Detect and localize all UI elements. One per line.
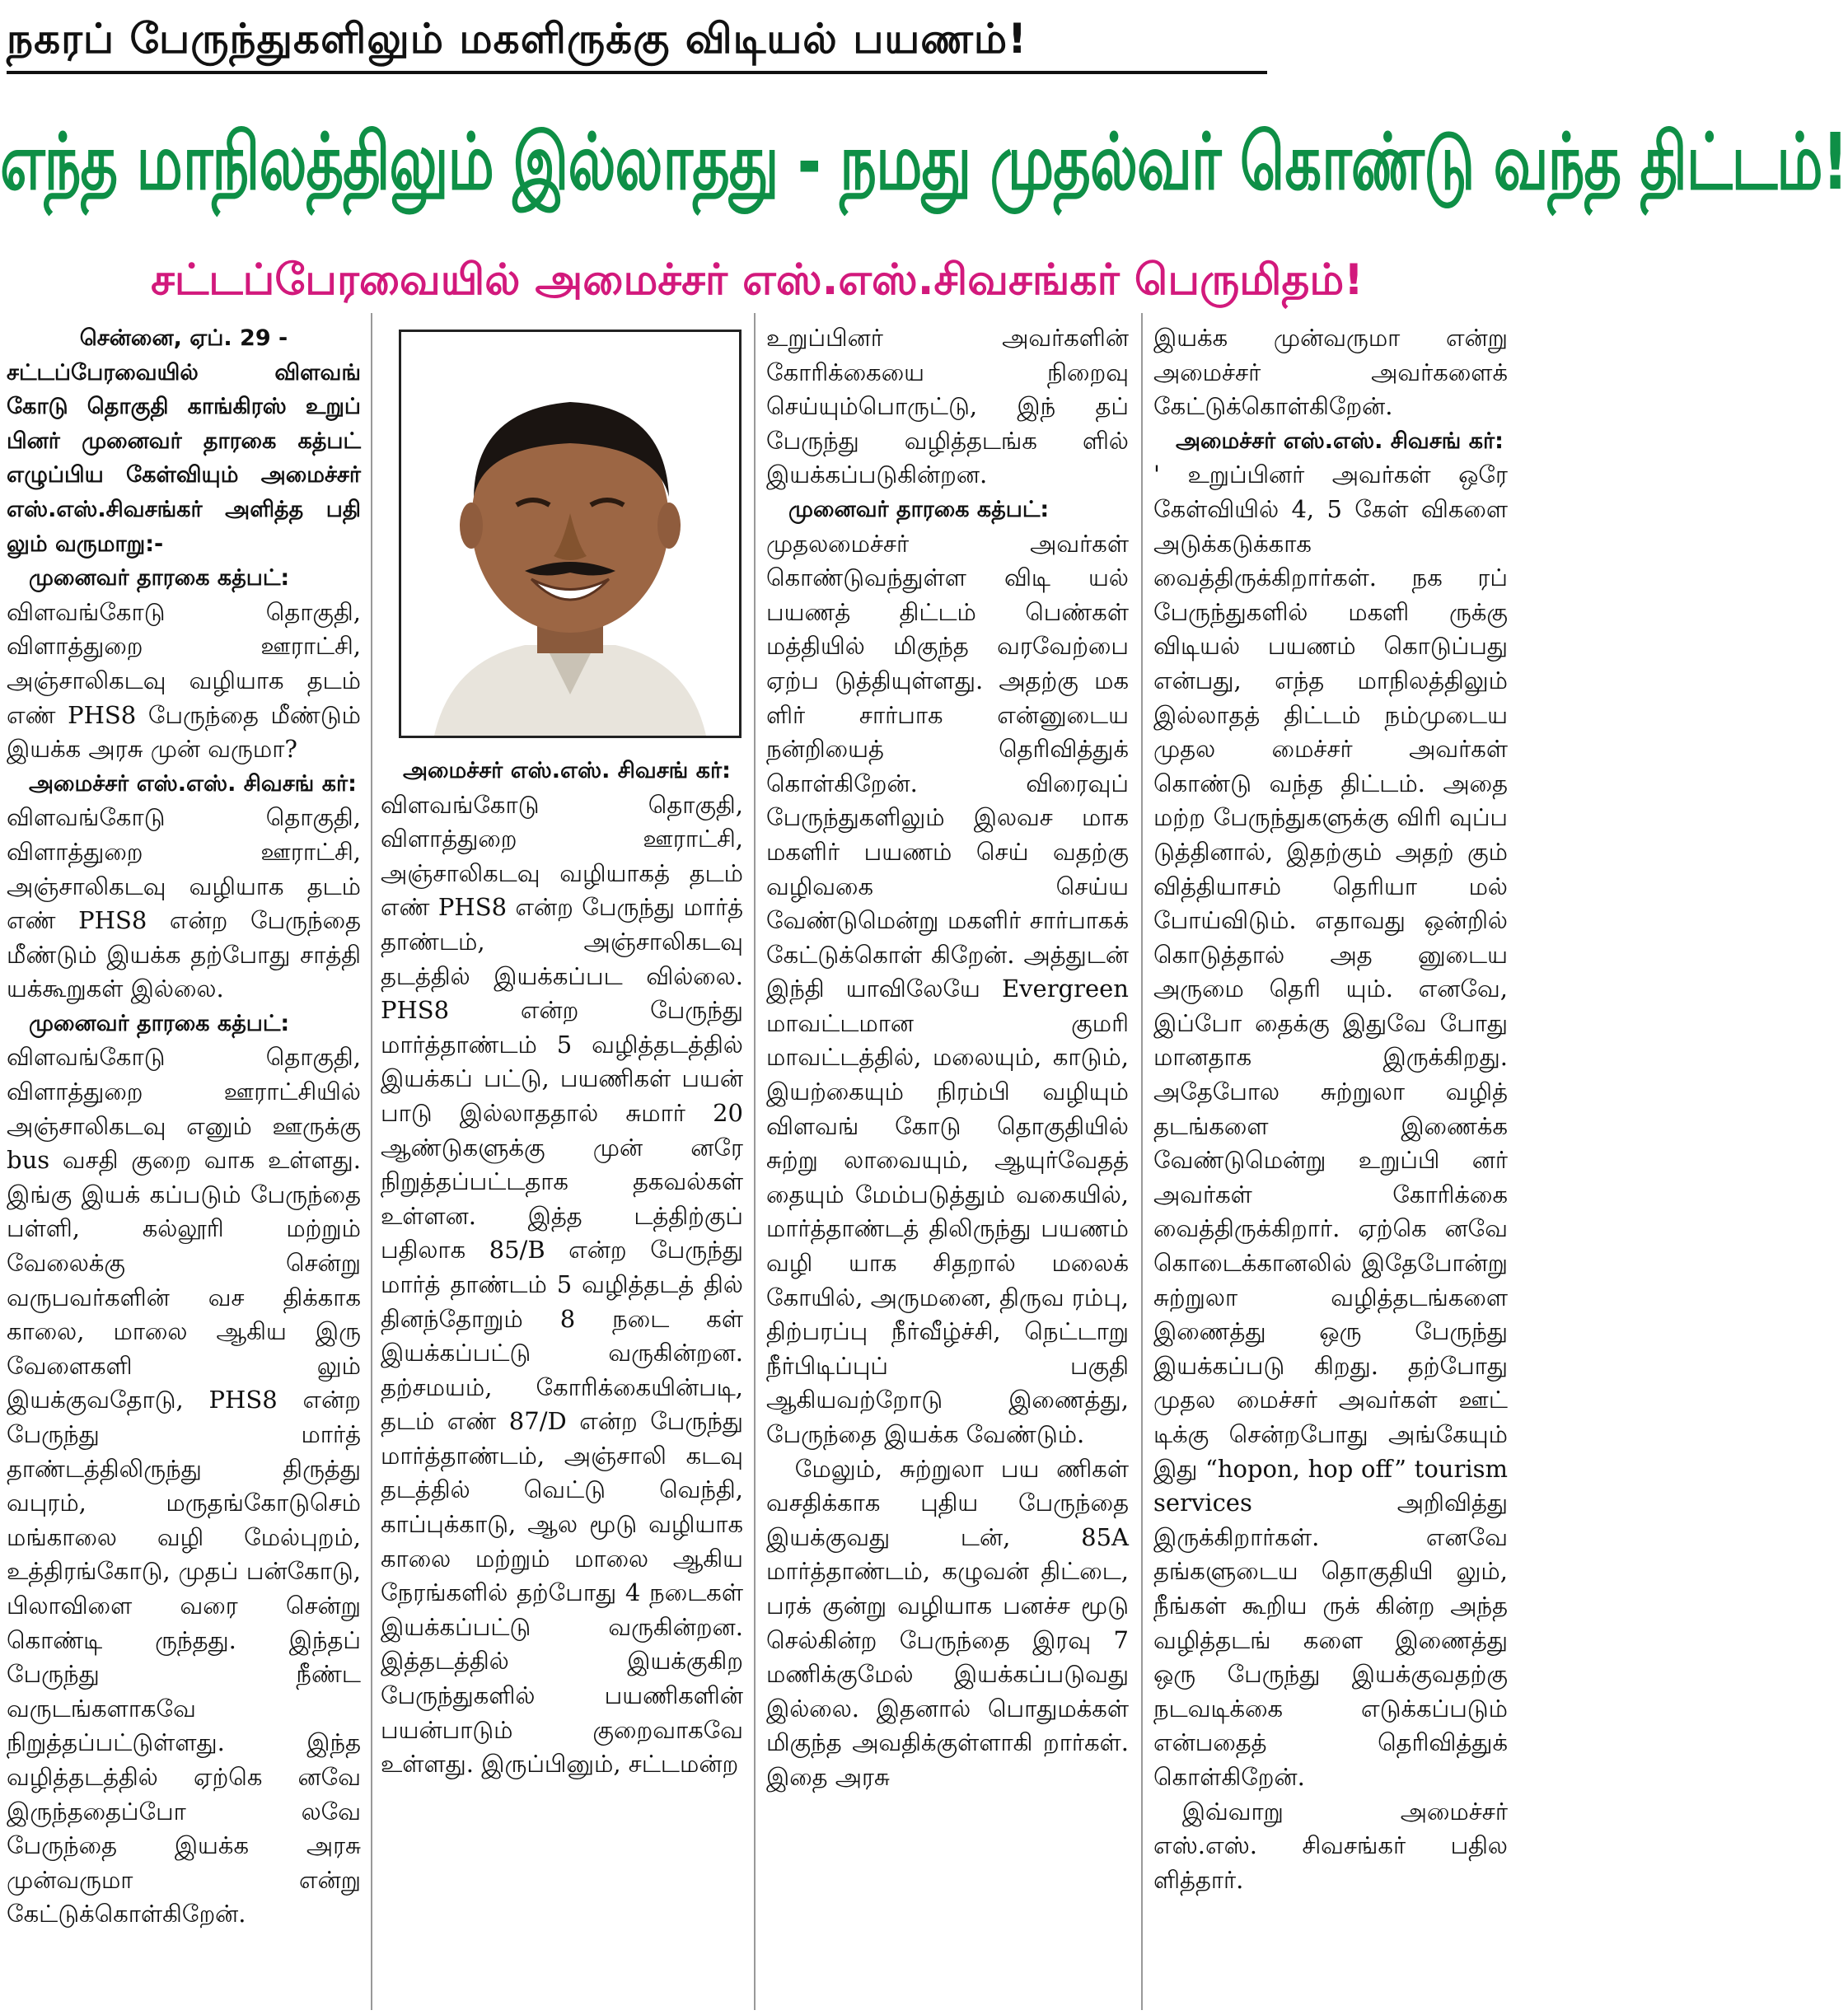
speaker-label: அமைச்சர் எஸ்.எஸ். சிவசங் கர்:	[403, 758, 731, 783]
article-column-3	[766, 321, 1129, 2010]
paragraph: மேலும், சுற்றுலா பய ணிகள் வசதிக்காக புதிய பேருந்தை இயக்குவது டன், 85A மார்த்தாண்டம், கழுவன் திட்டை, பரக் குன்று வழியாக பனச்ச மூடு செல்கின்ற பேருந்தை இரவு 7 மணிக்குமேல் இயக்கப்படுவது இல்லை. இதனால் பொதுமக்கள் மிகுந்த அவதிக்குள்ளாகி றார்கள். இதை அரசு	[766, 1454, 1129, 1791]
intro-paragraph: சட்டப்பேரவையில் விளவங் கோடு தொகுதி காங்கிரஸ் உறுப் பினர் முனைவர் தாரகை கத்பட் எழுப்பிய கேள்வியும் அமைச்சர் எஸ்.எஸ்.சிவசங்கர் அளித்த பதி லும் வருமாறு:-	[7, 359, 361, 557]
speaker-label: முனைவர் தாரகை கத்பட்:	[29, 565, 290, 591]
continued-text: இயக்க முன்வருமா என்று அமைச்சர் அவர்களைக் கேட்டுக்கொள்கிறேன்.	[1153, 324, 1508, 421]
speaker-label: முனைவர் தாரகை கத்பட்:	[29, 1010, 290, 1036]
question-text: முதலமைச்சர் அவர்கள் கொண்டுவந்துள்ள விடி யல் பயணத் திட்டம் பெண்கள் மத்தியில் மிகுந்த வரவேற்பை ஏற்ப டுத்தியுள்ளது. அதற்கு மக ளிர் சார்பாக என்னுடைய நன்றியைத் தெரிவித்துக் கொள்கிறேன். விரைவுப் பேருந்துகளிலும் இலவச மாக மகளிர் பயணம் செய் வதற்கு வழிவகை செய்ய வேண்டுமென்று மகளிர் சார்பாகக் கேட்டுக்கொள் கிறேன். அத்துடன் இந்தி யாவிலேயே Evergreen மாவட்டமான குமரி மாவட்டத்தில், மலையும், காடும், இயற்கையும் நிரம்பி வழியும் விளவங் கோடு தொகுதியில் சுற்று லாவையும், ஆயுர்வேதத் தையும் மேம்படுத்தும் வகையில், மார்த்தாண்டத் திலிருந்து பயணம் வழி யாக சிதறால் மலைக் கோயில், அருமனை, திருவ ரம்பு, திற்பரப்பு நீர்வீழ்ச்சி, நெட்டாறு நீர்பிடிப்புப் பகுதி ஆகியவற்றோடு இணைத்து, பேருந்தை இயக்க வேண்டும்.	[766, 529, 1129, 1448]
kicker-headline: நகரப் பேருந்துகளிலும் மகளிருக்கு விடியல் பயணம்!	[7, 7, 1267, 74]
dateline: சென்னை, ஏப். 29 -	[79, 325, 288, 351]
column-divider	[371, 313, 372, 2010]
answer-text: விளவங்கோடு தொகுதி, விளாத்துறை ஊராட்சி, அஞ்சாலிகடவு வழியாக தடம் எண் PHS8 என்ற பேருந்தை மீண்டும் இயக்க தற்போது சாத்தி யக்கூறுகள் இல்லை.	[7, 803, 361, 1003]
closing-paragraph: இவ்வாறு அமைச்சர் எஸ்.எஸ். சிவசங்கர் பதில ளித்தார்.	[1153, 1797, 1508, 1894]
sub-headline: சட்டப்பேரவையில் அமைச்சர் எஸ்.எஸ்.சிவசங்கர் பெருமிதம்!	[151, 255, 1364, 305]
answer-text: ' உறுப்பினர் அவர்கள் ஒரே கேள்வியில் 4, 5 கேள் விகளை அடுக்கடுக்காக வைத்திருக்கிறார்கள். நக ரப் பேருந்துகளில் மகளி ருக்கு விடியல் பயணம் கொடுப்பது என்பது, எந்த மாநிலத்திலும் இல்லாதத் திட்டம் நம்முடைய முதல மைச்சர் அவர்கள் கொண்டு வந்த திட்டம். அதை மற்ற பேருந்துகளுக்கு விரி வுப்ப டுத்தினால், இதற்கும் அதற் கும் வித்தியாசம் தெரியா மல் போய்விடும். எதாவது ஒன்றில் கொடுத்தால் அத னுடைய அருமை தெரி யும். எனவே, இப்போ தைக்கு இதுவே போது மானதாக இருக்கிறது. அதேபோல சுற்றுலா வழித் தடங்களை இணைக்க வேண்டுமென்று உறுப்பி னர் அவர்கள் கோரிக்கை வைத்திருக்கிறார். ஏற்கெ னவே கொடைக்கானலில் இதேபோன்று சுற்றுலா வழித்தடங்களை இணைத்து ஒரு பேருந்து இயக்கப்படு கிறது. தற்போது முதல மைச்சர் அவர்கள் ஊட் டிக்கு சென்றபோது அங்கேயும் இது “hopon, hop off” tourism services அறிவித்து இருக்கிறார்கள். எனவே தங்களுடைய தொகுதியி லும், நீங்கள் கூறிய ருக் கின்ற அந்த வழித்தடங் களை இணைத்து ஒரு பேருந்து இயக்குவதற்கு நடவடிக்கை எடுக்கப்படும் என்பதைத் தெரிவித்துக் கொள்கிறேன்.	[1153, 461, 1508, 1791]
article-column-1	[7, 321, 361, 2010]
question-text: விளவங்கோடு தொகுதி, விளாத்துறை ஊராட்சி, அஞ்சாலிகடவு வழியாக தடம் எண் PHS8 பேருந்தை மீண்டும் இயக்க அரசு முன் வருமா?	[7, 597, 361, 764]
question-text: விளவங்கோடு தொகுதி, விளாத்துறை ஊராட்சியில் அஞ்சாலிகடவு எனும் ஊருக்கு bus வசதி குறை வாக உள்ளது. இங்கு இயக் கப்படும் பேருந்தை பள்ளி, கல்லூரி மற்றும் வேலைக்கு சென்று வருபவர்களின் வச திக்காக காலை, மாலை ஆகிய இரு வேளைகளி லும் இயக்குவதோடு, PHS8 என்ற பேருந்து மார்த் தாண்டத்திலிருந்து திருத்து வபுரம், மருதங்கோடுசெம் மங்காலை வழி மேல்புறம், உத்திரங்கோடு, முதப் பன்கோடு, பிலாவிளை வரை சென்று கொண்டி ருந்தது. இந்தப் பேருந்து நீண்ட வருடங்களாகவே நிறுத்தப்பட்டுள்ளது. இந்த வழித்தடத்தில் ஏற்கெ னவே இருந்ததைப்போ லவே பேருந்தை இயக்க அரசு முன்வருமா என்று கேட்டுக்கொள்கிறேன்.	[7, 1043, 361, 1929]
speaker-label: முனைவர் தாரகை கத்பட்:	[788, 496, 1050, 522]
continued-text: உறுப்பினர் அவர்களின் கோரிக்கையை நிறைவு செய்யும்பொருட்டு, இந் தப் பேருந்து வழித்தடங்க ளில் இயக்கப்படுகின்றன.	[766, 324, 1129, 489]
article-column-4	[1153, 321, 1508, 2010]
column-divider	[754, 313, 756, 2010]
column-divider	[1141, 313, 1143, 2010]
minister-portrait-icon	[401, 332, 739, 736]
speaker-label: அமைச்சர் எஸ்.எஸ். சிவசங் கர்:	[29, 770, 357, 797]
minister-photo	[399, 330, 742, 738]
speaker-label: அமைச்சர் எஸ்.எஸ். சிவசங் கர்:	[1176, 428, 1504, 454]
answer-text: விளவங்கோடு தொகுதி, விளாத்துறை ஊராட்சி, அஞ்சாலிகடவு வழியாகத் தடம் எண் PHS8 என்ற பேருந்து மார்த் தாண்டம், அஞ்சாலிகடவு தடத்தில் இயக்கப்பட வில்லை. PHS8 என்ற பேருந்து மார்த்தாண்டம் 5 வழித்தடத்தில் இயக்கப் பட்டு, பயணிகள் பயன் பாடு இல்லாததால் சுமார் 20 ஆண்டுகளுக்கு முன் னரே நிறுத்தப்பட்டதாக தகவல்கள் உள்ளன. இத்த டத்திற்குப் பதிலாக 85/B என்ற பேருந்து மார்த் தாண்டம் 5 வழித்தடத் தில் தினந்தோறும் 8 நடை கள் இயக்கப்பட்டு வருகின்றன. தற்சமயம், கோரிக்கையின்படி, தடம் எண் 87/D என்ற பேருந்து மார்த்தாண்டம், அஞ்சாலி கடவு தடத்தில் வெட்டு வெந்தி, காப்புக்காடு, ஆல மூடு வழியாக காலை மற்றும் மாலை ஆகிய நேரங்களில் தற்போது 4 நடைகள் இயக்கப்பட்டு வருகின்றன. இத்தடத்தில் இயக்குகிற பேருந்துகளில் பயணிகளின் பயன்பாடும் குறைவாகவே உள்ளது. இருப்பினும், சட்டமன்ற	[381, 790, 743, 1779]
main-headline: எந்த மாநிலத்திலும் இல்லாதது - நமது முதல்வர் கொண்டு வந்த திட்டம்!	[0, 116, 1848, 208]
article-column-2	[381, 754, 743, 2010]
